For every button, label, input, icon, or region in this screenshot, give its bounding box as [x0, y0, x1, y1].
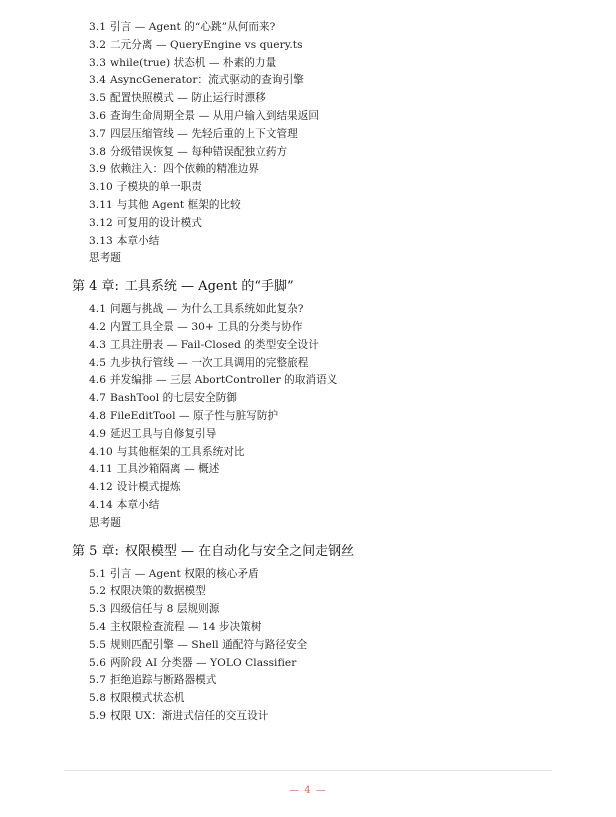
section-title: 配置快照模式 — 防止运行时漂移 — [110, 92, 266, 105]
toc-entry-4-14[interactable] — [0, 497, 616, 515]
chapter-number: 第 4 章: — [72, 279, 119, 295]
toc-entry-3-5[interactable] — [0, 90, 616, 108]
toc-entry-5-5[interactable] — [0, 637, 616, 655]
toc-entry-3-2[interactable] — [0, 37, 616, 55]
toc-entry-5-4[interactable] — [0, 619, 616, 637]
section-title: 二元分离 — QueryEngine vs query.ts — [110, 38, 303, 51]
section-title: 内置工具全景 — 30+ 工具的分类与协作 — [110, 320, 303, 333]
section-title: 与其他 Agent 框架的比较 — [116, 198, 241, 211]
section-title: while(true) 状态机 — 朴素的力量 — [110, 56, 277, 69]
toc-entry-4-3[interactable] — [0, 337, 616, 355]
toc-entry-4-7[interactable] — [0, 390, 616, 408]
section-number: 3.9 — [89, 163, 106, 176]
section-number: 3.7 — [89, 127, 106, 140]
section-number: 4.7 — [89, 392, 106, 405]
section-title: BashTool 的七层安全防御 — [110, 392, 238, 405]
section-title: 引言 — Agent 权限的核心矛盾 — [110, 567, 259, 580]
section-number: 4.14 — [89, 498, 113, 511]
toc-entry-4-12[interactable] — [0, 479, 616, 497]
section-title: 两阶段 AI 分类器 — YOLO Classifier — [110, 656, 297, 669]
toc-entry-5-6[interactable] — [0, 655, 616, 673]
chapter-3-section-list — [0, 19, 616, 268]
section-title: 工具注册表 — Fail-Closed 的类型安全设计 — [110, 338, 319, 351]
section-number: 3.3 — [89, 56, 106, 69]
section-title: 设计模式提炼 — [116, 481, 181, 494]
section-title: 拒绝追踪与断路器模式 — [110, 674, 217, 687]
section-title: 可复用的设计模式 — [116, 216, 202, 229]
section-number: 4.12 — [89, 481, 113, 494]
section-title: 本章小结 — [116, 498, 160, 511]
section-number: 3.5 — [89, 92, 106, 105]
section-number: 3.11 — [89, 198, 113, 211]
toc-entry-4-exercises[interactable] — [0, 515, 616, 533]
section-number: 5.8 — [89, 692, 106, 705]
section-title: 工具沙箱隔离 — 概述 — [116, 463, 220, 476]
section-number: 3.1 — [89, 21, 106, 33]
section-title: 问题与挑战 — 为什么工具系统如此复杂? — [110, 303, 304, 316]
page-number: — 4 — — [289, 785, 327, 796]
toc-entry-3-10[interactable] — [0, 179, 616, 197]
chapter-4-section-list — [0, 301, 616, 532]
section-title: 与其他框架的工具系统对比 — [116, 445, 245, 458]
toc-entry-3-9[interactable] — [0, 161, 616, 179]
section-title: 本章小结 — [116, 234, 160, 247]
section-number: 4.11 — [89, 463, 113, 476]
toc-entry-3-11[interactable] — [0, 197, 616, 215]
toc-entry-3-4[interactable] — [0, 72, 616, 90]
section-number: 3.10 — [89, 181, 113, 194]
toc-entry-5-7[interactable] — [0, 672, 616, 690]
toc-entry-3-3[interactable] — [0, 55, 616, 73]
section-number: 5.7 — [89, 674, 106, 687]
toc-entry-3-13[interactable] — [0, 233, 616, 251]
section-title: 分级错误恢复 — 每种错误配独立药方 — [110, 145, 288, 158]
chapter-5-section-list — [0, 566, 616, 726]
toc-entry-4-6[interactable] — [0, 372, 616, 390]
toc-entry-5-3[interactable] — [0, 601, 616, 619]
section-title: 子模块的单一职责 — [116, 181, 202, 194]
section-number: 4.3 — [89, 338, 106, 351]
section-number: 3.12 — [89, 216, 113, 229]
section-number: 3.6 — [89, 109, 106, 122]
section-title: 思考题 — [89, 516, 121, 529]
toc-entry-5-9[interactable] — [0, 708, 616, 726]
section-number: 3.13 — [89, 234, 113, 247]
toc-entry-5-1[interactable] — [0, 566, 616, 584]
section-number: 5.6 — [89, 656, 106, 669]
section-title: 引言 — Agent 的“心跳”从何而来? — [110, 21, 276, 33]
section-number: 5.4 — [89, 620, 106, 633]
section-title: 延迟工具与自修复引导 — [110, 427, 217, 440]
section-number: 5.3 — [89, 603, 106, 616]
chapter-number: 第 5 章: — [72, 543, 119, 559]
toc-entry-3-8[interactable] — [0, 144, 616, 162]
section-number: 3.8 — [89, 145, 106, 158]
section-number: 5.1 — [89, 567, 106, 580]
section-title: 九步执行管线 — 一次工具调用的完整旅程 — [110, 356, 309, 369]
section-number: 4.2 — [89, 320, 106, 333]
section-number: 4.8 — [89, 409, 106, 422]
toc-entry-3-1[interactable] — [0, 19, 616, 37]
section-number: 3.2 — [89, 38, 106, 51]
section-number: 4.1 — [89, 303, 106, 316]
section-number: 5.5 — [89, 638, 106, 651]
section-number: 5.9 — [89, 709, 106, 722]
section-number: 5.2 — [89, 585, 106, 598]
section-title: AsyncGenerator：流式驱动的查询引擎 — [110, 74, 304, 87]
toc-entry-4-8[interactable] — [0, 408, 616, 426]
section-number: 4.6 — [89, 374, 106, 387]
section-title: 依赖注入：四个依赖的精准边界 — [110, 163, 260, 176]
toc-entry-5-8[interactable] — [0, 690, 616, 708]
section-title: 权限模式状态机 — [110, 692, 185, 705]
section-title: 权限决策的数据模型 — [110, 585, 206, 598]
section-title: 四层压缩管线 — 先轻后重的上下文管理 — [110, 127, 298, 140]
section-number: 4.10 — [89, 445, 113, 458]
footer-divider — [64, 770, 552, 771]
section-number: 3.4 — [89, 74, 106, 87]
section-title: 四级信任与 8 层规则源 — [110, 603, 220, 616]
section-title: 思考题 — [89, 252, 121, 265]
toc-entry-4-2[interactable] — [0, 319, 616, 337]
section-number: 4.5 — [89, 356, 106, 369]
toc-entry-4-11[interactable] — [0, 461, 616, 479]
toc-entry-4-1[interactable] — [0, 301, 616, 319]
section-number: 4.9 — [89, 427, 106, 440]
section-title: 查询生命周期全景 — 从用户输入到结果返回 — [110, 109, 320, 122]
toc-entry-4-9[interactable] — [0, 426, 616, 444]
chapter-title: 工具系统 — Agent 的“手脚” — [124, 279, 294, 295]
toc-chapter-4[interactable] — [0, 272, 616, 301]
toc-entry-3-exercises[interactable] — [0, 250, 616, 268]
section-title: 规则匹配引擎 — Shell 通配符与路径安全 — [110, 638, 308, 651]
toc-entry-3-6[interactable] — [0, 108, 616, 126]
chapter-title: 权限模型 — 在自动化与安全之间走钢丝 — [124, 543, 355, 559]
toc-entry-5-2[interactable] — [0, 583, 616, 601]
toc-entry-4-5[interactable] — [0, 355, 616, 373]
toc-entry-3-12[interactable] — [0, 215, 616, 233]
toc-chapter-5[interactable] — [0, 537, 616, 566]
section-title: 主权限检查流程 — 14 步决策树 — [110, 620, 262, 633]
toc-entry-4-10[interactable] — [0, 444, 616, 462]
section-title: FileEditTool — 原子性与脏写防护 — [110, 409, 279, 422]
toc-entry-3-7[interactable] — [0, 126, 616, 144]
section-title: 并发编排 — 三层 AbortController 的取消语义 — [110, 374, 338, 387]
table-of-contents — [0, 19, 616, 726]
section-title: 权限 UX：渐进式信任的交互设计 — [110, 709, 269, 722]
